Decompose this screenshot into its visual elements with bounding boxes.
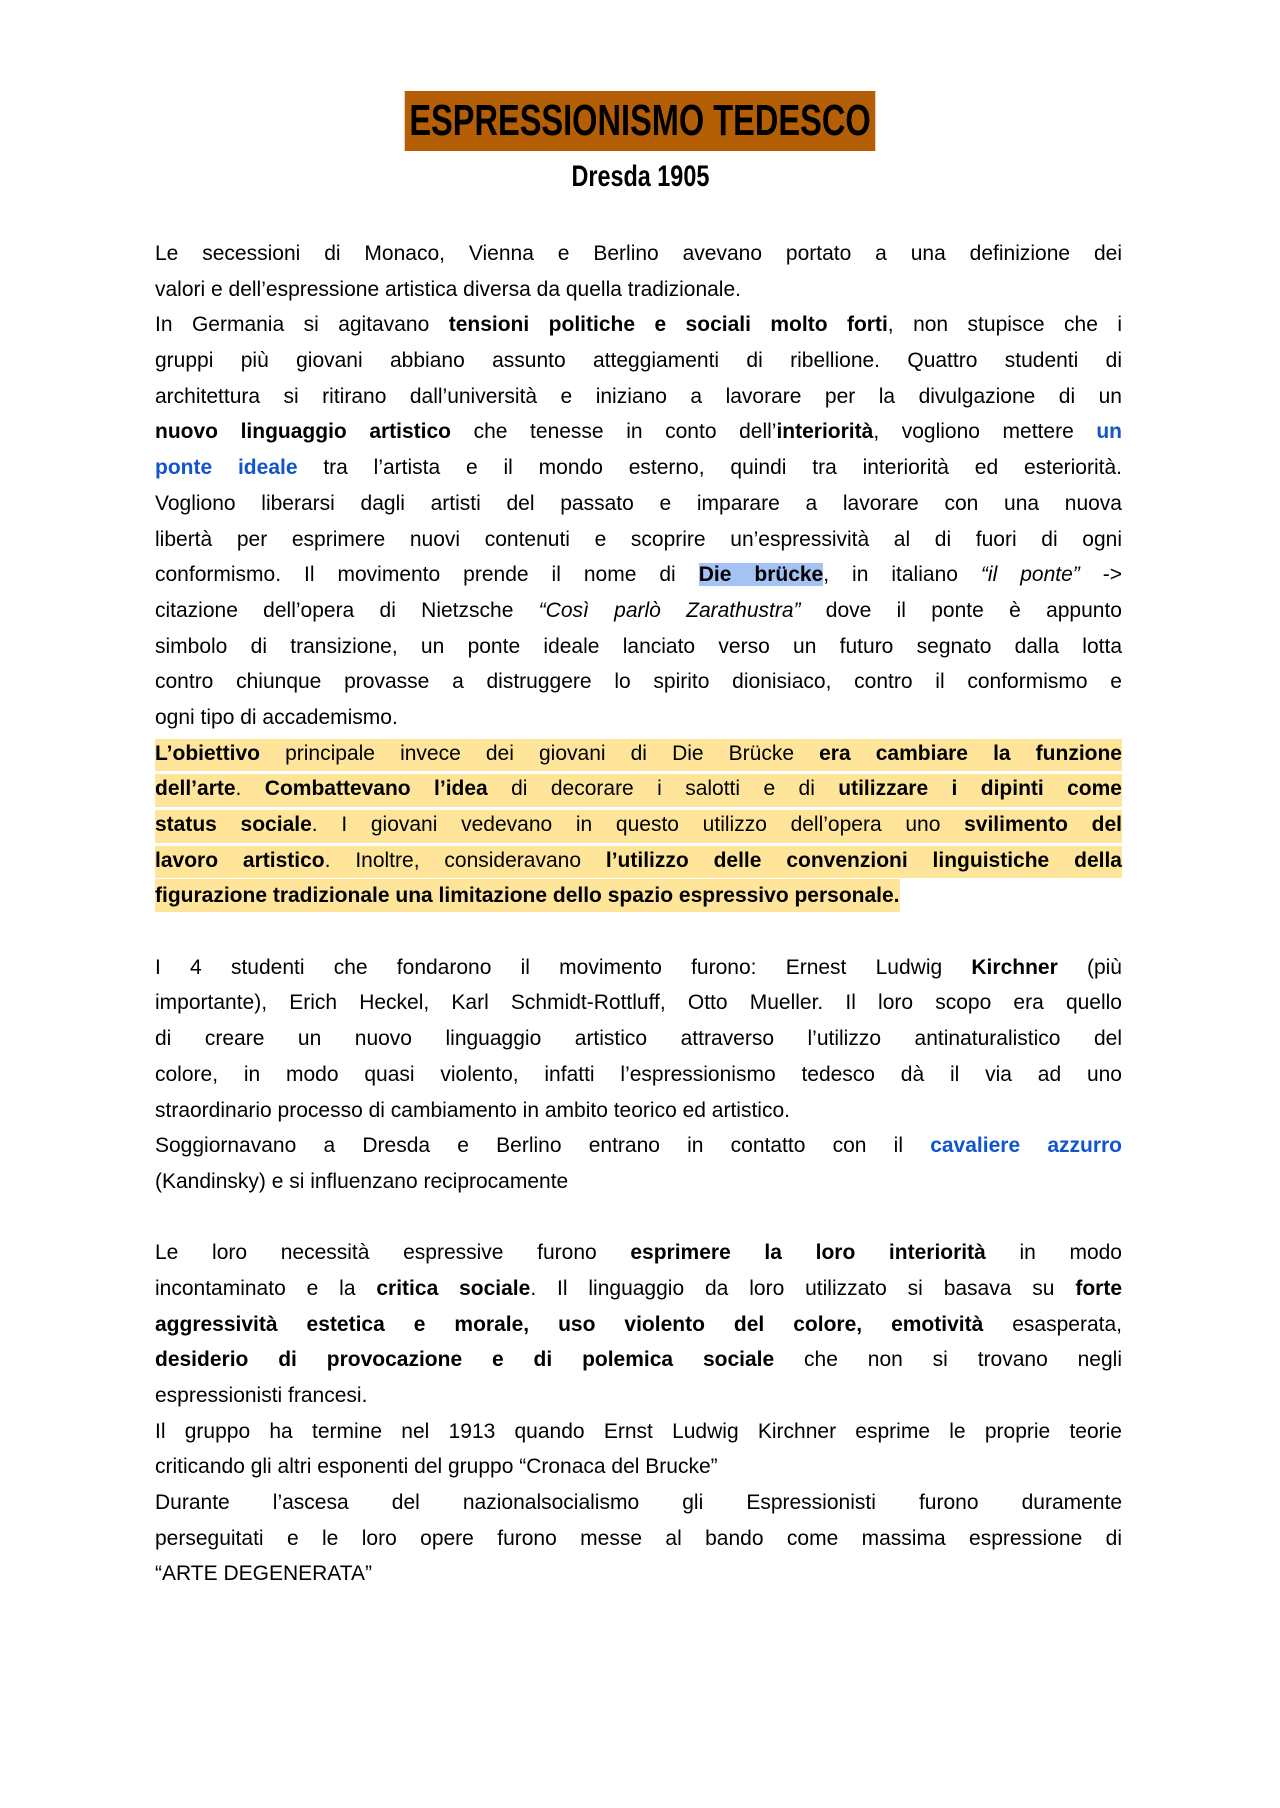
bold-text: utilizzare i dipinti come: [838, 777, 1122, 801]
text-line: [155, 629, 1122, 665]
text-line: [155, 307, 1122, 343]
blue-emphasis-text: ponte ideale: [155, 456, 298, 480]
bold-text: figurazione tradizionale una limitazione dello spazio espressivo personale.: [155, 879, 900, 912]
text-run: In Germania si agitavano: [155, 313, 449, 337]
text-run: ogni tipo di accademismo.: [155, 705, 398, 729]
text-line: [155, 557, 1122, 593]
text-run: tra l’artista e il mondo esterno, quindi tra interiorità ed esteriorità.: [297, 456, 1122, 480]
text-run: (Kandinsky) e si influenzano reciprocamente: [155, 1169, 569, 1193]
text-line: [155, 1556, 1122, 1592]
highlighted-line: [155, 807, 1122, 843]
paragraph-objective-highlighted: [155, 736, 1122, 914]
title-container: [0, 91, 1280, 151]
bold-text: nuovo linguaggio artistico: [155, 420, 452, 444]
paragraph-founders: [155, 950, 1122, 1200]
text-run: , non stupisce che i: [887, 313, 1122, 337]
text-run: . I giovani vedevano in questo utilizzo dell’opera uno: [311, 813, 965, 836]
text-line: [155, 1485, 1122, 1521]
text-run: I 4 studenti che fondarono il movimento furono: Ernest Ludwig: [155, 955, 972, 979]
text-run: che tenesse in conto dell’: [451, 420, 777, 444]
selected-text[interactable]: Die brücke: [698, 563, 824, 587]
text-run: . Inoltre, consideravano: [324, 848, 606, 872]
bold-text: Combattevano l’idea: [264, 777, 488, 801]
text-line: [155, 593, 1122, 629]
bold-text: aggressività estetica e morale, uso violento del colore, emotività: [155, 1312, 984, 1336]
text-run: simbolo di transizione, un ponte ideale lanciato verso un futuro segnato dalla lotta: [155, 634, 1122, 658]
text-line: [155, 700, 1122, 736]
text-run: Vogliono liberarsi dagli artisti del passato e imparare a lavorare con una nuova: [155, 491, 1122, 515]
text-run: colore, in modo quasi violento, infatti l’espressionismo tedesco dà il via ad uno: [155, 1062, 1122, 1086]
highlighted-line: [155, 878, 1122, 914]
document-body: [155, 236, 1122, 1592]
text-line: [155, 379, 1122, 415]
text-run: ->: [1079, 563, 1123, 587]
text-line: [155, 985, 1122, 1021]
bold-text: era cambiare la funzione: [819, 741, 1122, 765]
text-run: straordinario processo di cambiamento in ambito teorico ed artistico.: [155, 1098, 790, 1122]
text-line: [155, 1093, 1122, 1129]
text-run: architettura si ritirano dall’università e iniziano a lavorare per la divulgazione di un: [155, 384, 1122, 408]
text-line: [155, 1164, 1122, 1200]
text-run: libertà per esprimere nuovi contenuti e scoprire un’espressività al di fuori di ogni: [155, 527, 1122, 551]
text-run: incontaminato e la: [155, 1276, 377, 1300]
text-line: [155, 450, 1122, 486]
text-line: [155, 486, 1122, 522]
text-run: Le secessioni di Monaco, Vienna e Berlino avevano portato a una definizione dei: [155, 242, 1122, 265]
text-line: [155, 664, 1122, 700]
bold-text: lavoro artistico: [155, 848, 325, 872]
text-run: di creare un nuovo linguaggio artistico attraverso l’utilizzo antinaturalistico del: [155, 1027, 1122, 1051]
text-run: perseguitati e le loro opere furono messe al bando come massima espressione di: [155, 1526, 1122, 1550]
text-run: importante), Erich Heckel, Karl Schmidt-Rottluff, Otto Mueller. Il loro scopo era quello: [155, 991, 1122, 1015]
text-run: espressionisti francesi.: [155, 1384, 368, 1407]
text-run: principale invece dei giovani di Die Brücke: [260, 741, 820, 765]
bold-text: esprimere la loro interiorità: [630, 1241, 986, 1265]
bold-text: desiderio di provocazione e di polemica sociale: [155, 1348, 775, 1372]
text-line: [155, 236, 1122, 272]
text-run: valori e dell’espressione artistica diversa da quella tradizionale.: [155, 277, 741, 301]
document-subtitle: Dresda 1905: [571, 160, 709, 193]
text-line: [155, 522, 1122, 558]
bold-text: status sociale: [155, 813, 312, 836]
bold-text: interiorità: [776, 420, 874, 444]
text-run: citazione dell’opera di Nietzsche: [155, 598, 539, 622]
text-run: conformismo. Il movimento prende il nome di: [155, 563, 699, 587]
text-run: (più: [1057, 955, 1122, 979]
text-run: Il gruppo ha termine nel 1913 quando Ernst Ludwig Kirchner esprime le proprie teorie: [155, 1419, 1122, 1443]
text-line: [155, 1235, 1122, 1271]
text-run: .: [235, 777, 265, 801]
bold-text: Kirchner: [971, 955, 1058, 979]
text-line: [155, 1128, 1122, 1164]
blank-line: [155, 914, 1122, 950]
text-line: [155, 1521, 1122, 1557]
text-line: [155, 343, 1122, 379]
blank-line: [155, 1200, 1122, 1236]
text-run: dove il ponte è appunto: [800, 598, 1122, 622]
subtitle-container: [0, 157, 1280, 197]
text-run: Durante l’ascesa del nazionalsocialismo gli Espressionisti furono duramente: [155, 1491, 1122, 1515]
bold-text: forte: [1075, 1276, 1122, 1300]
bold-text: tensioni politiche e sociali molto forti: [448, 313, 888, 337]
bold-text: L’obiettivo: [155, 741, 260, 765]
text-line: [155, 1307, 1122, 1343]
text-line: [155, 1414, 1122, 1450]
text-line: [155, 1271, 1122, 1307]
text-line: [155, 272, 1122, 308]
text-line: [155, 1342, 1122, 1378]
paragraph-intro: [155, 236, 1122, 736]
text-run: contro chiunque provasse a distruggere lo spirito dionisiaco, contro il conformismo e: [155, 670, 1122, 694]
text-line: [155, 950, 1122, 986]
bold-text: svilimento del: [964, 813, 1122, 836]
text-line: [155, 1378, 1122, 1414]
paragraph-expressive-needs: [155, 1235, 1122, 1592]
blue-emphasis-text: un: [1096, 420, 1122, 444]
italic-text: “il ponte”: [980, 563, 1080, 587]
text-line: [155, 1449, 1122, 1485]
text-line: [155, 1057, 1122, 1093]
text-line: [155, 1021, 1122, 1057]
text-run: di decorare i salotti e di: [487, 777, 839, 801]
text-run: in modo: [985, 1241, 1122, 1265]
text-run: “ARTE DEGENERATA”: [155, 1562, 373, 1586]
bold-text: dell’arte: [155, 777, 236, 801]
highlighted-line: [155, 843, 1122, 879]
text-run: criticando gli altri esponenti del gruppo “Cronaca del Brucke”: [155, 1455, 718, 1479]
document-title: ESPRESSIONISMO TEDESCO: [405, 91, 876, 151]
bold-text: critica sociale: [376, 1276, 531, 1300]
blue-emphasis-text: cavaliere azzurro: [930, 1134, 1122, 1158]
text-run: Soggiornavano a Dresda e Berlino entrano in contatto con il: [155, 1134, 931, 1158]
text-run: , vogliono mettere: [873, 420, 1097, 444]
text-run: Le loro necessità espressive furono: [155, 1241, 631, 1265]
bold-text: l’utilizzo delle convenzioni linguistiche della: [605, 848, 1122, 872]
text-run: che non si trovano negli: [774, 1348, 1122, 1372]
text-run: esasperata,: [983, 1312, 1122, 1336]
text-run: , in italiano: [823, 563, 981, 587]
text-run: gruppi più giovani abbiano assunto atteggiamenti di ribellione. Quattro studenti di: [155, 349, 1122, 373]
text-run: . Il linguaggio da loro utilizzato si basava su: [530, 1276, 1076, 1300]
italic-text: “Così parlò Zarathustra”: [538, 598, 801, 622]
highlighted-line: [155, 736, 1122, 772]
text-line: [155, 414, 1122, 450]
highlighted-line: [155, 771, 1122, 807]
